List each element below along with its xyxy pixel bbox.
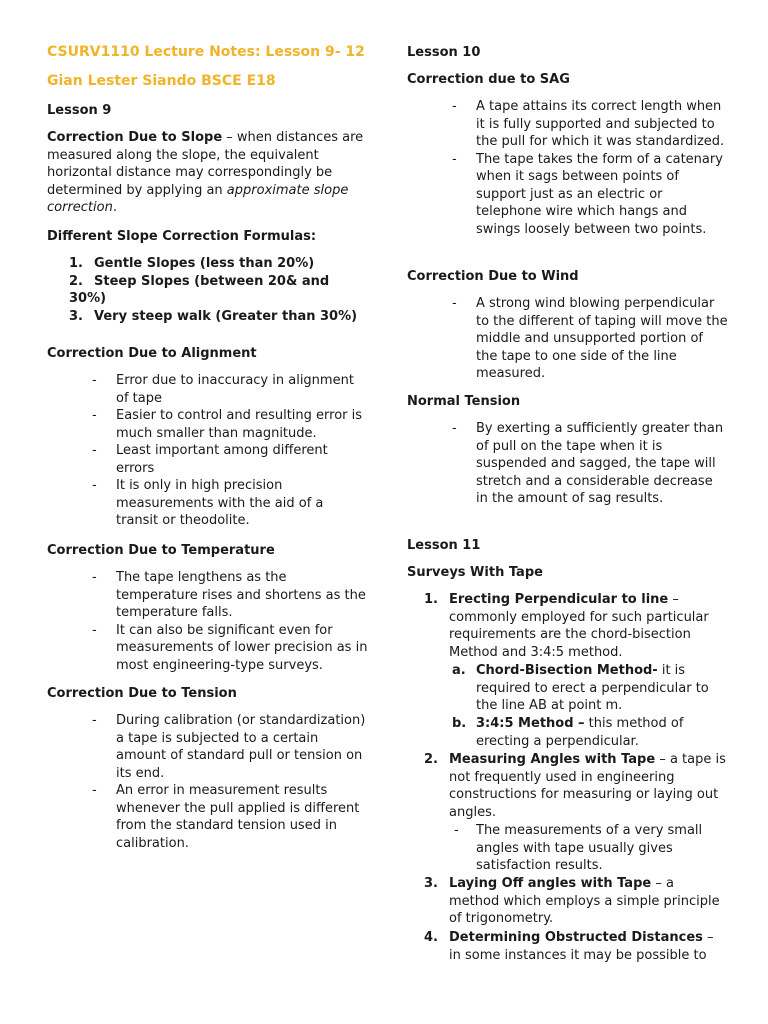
list-number: 1. xyxy=(424,592,438,607)
survey-item-1a xyxy=(452,662,728,715)
item-2-term: Measuring Angles with Tape xyxy=(449,752,656,767)
list-letter: a. xyxy=(452,663,466,678)
list-item xyxy=(92,477,364,530)
item-2-text: – a tape is not frequently used in engineering constructions for measuring or laying out angles. xyxy=(449,752,726,820)
dash-bullet: - xyxy=(92,373,97,388)
list-text: A strong wind blowing perpendicular to the different of taping will move the middle and unsupported portion of the tape to one side of the line measured. xyxy=(476,296,728,381)
list-item xyxy=(69,308,369,326)
survey-item-2 xyxy=(424,751,727,821)
list-text: The tape takes the form of a catenary when it sags between points of support just as an electric or telephone wire which hangs and swings loosely between two points. xyxy=(476,151,723,237)
tension-list xyxy=(92,712,368,852)
item-1a-term: Chord-Bisection Method- xyxy=(476,663,658,678)
item-3-text: – a method which employs a simple principle of trigonometry. xyxy=(449,876,720,926)
lesson-10-heading: Lesson 10 xyxy=(407,45,481,60)
list-item xyxy=(452,420,728,508)
dash-bullet: - xyxy=(92,478,97,493)
list-text: It is only in high precision measurements with the aid of a transit or theodolite. xyxy=(116,478,324,528)
document-title: CSURV1110 Lecture Notes: Lesson 9- 12 xyxy=(47,44,365,60)
list-number: 1. xyxy=(69,256,83,271)
list-number: 3. xyxy=(424,876,438,891)
slope-text-1: – when distances are measured along the slope, the equivalent horizontal distance may correspondingly be determined by applying an xyxy=(47,130,364,198)
formulas-heading: Different Slope Correction Formulas: xyxy=(47,229,317,244)
survey-item-1b xyxy=(452,715,728,750)
list-number: 4. xyxy=(424,930,438,945)
list-text: It can also be significant even for measurements of lower precision as in most engineering-type surveys. xyxy=(116,622,368,673)
list-text: A tape attains its correct length when it is fully supported and subjected to the pull for which it was standardized. xyxy=(476,99,725,149)
dash-bullet: - xyxy=(452,151,457,167)
list-item xyxy=(452,151,728,239)
dash-bullet: - xyxy=(92,408,97,423)
author-line: Gian Lester Siando BSCE E18 xyxy=(47,73,276,89)
item-1b-term: 3:4:5 Method – xyxy=(476,716,585,731)
item-1-text: – commonly employed for such particular requirements are the chord-bisection Method and 3:4:5 method. xyxy=(449,592,709,660)
dash-bullet: - xyxy=(452,296,457,311)
item-1a-text: it is required to erect a perpendicular to the line AB at point m. xyxy=(476,663,709,713)
lesson-11-heading: Lesson 11 xyxy=(407,538,481,553)
wind-list xyxy=(452,295,728,383)
list-item xyxy=(92,442,364,477)
list-text: An error in measurement results whenever the pull applied is different from the standard tension used in calibration. xyxy=(116,783,360,851)
alignment-list xyxy=(92,372,364,530)
item-4-text: – in some instances it may be possible to xyxy=(449,930,714,963)
temperature-list xyxy=(92,569,368,674)
sag-heading: Correction due to SAG xyxy=(407,72,570,87)
list-number: 2. xyxy=(69,273,83,289)
item-1-term: Erecting Perpendicular to line xyxy=(449,592,669,607)
list-text: Very steep walk (Greater than 30%) xyxy=(94,308,358,324)
list-text: Steep Slopes (between 20& and 30%) xyxy=(69,273,330,306)
dash-bullet: - xyxy=(454,823,459,838)
survey-item-3 xyxy=(424,875,727,928)
slope-text-2: . xyxy=(112,200,117,215)
tension-heading: Correction Due to Tension xyxy=(47,686,237,701)
list-text: The tape lengthens as the temperature rises and shortens as the temperature falls. xyxy=(116,570,366,620)
list-text: Least important among different errors xyxy=(116,443,328,476)
slope-paragraph xyxy=(47,129,365,217)
list-text: During calibration (or standardization) a tape is subjected to a certain amount of standard pull or tension on its end. xyxy=(116,713,366,781)
sag-list xyxy=(452,98,728,238)
list-number: 3. xyxy=(69,308,83,324)
survey-item-4 xyxy=(424,929,727,964)
list-item xyxy=(92,372,364,407)
dash-bullet: - xyxy=(452,99,457,114)
list-item xyxy=(92,569,368,622)
list-text: Error due to inaccuracy in alignment of tape xyxy=(116,373,354,406)
item-1b-text: this method of erecting a perpendicular. xyxy=(476,716,684,749)
list-number: 2. xyxy=(424,752,438,767)
list-item xyxy=(92,712,368,782)
slope-term: Correction Due to Slope xyxy=(47,130,223,145)
item-3-term: Laying Off angles with Tape xyxy=(449,876,652,891)
normal-tension-list xyxy=(452,420,728,508)
slope-italic: approximate slope correction xyxy=(47,182,349,215)
dash-bullet: - xyxy=(92,570,97,585)
list-text: Easier to control and resulting error is much smaller than magnitude. xyxy=(116,408,363,441)
dash-bullet: - xyxy=(92,713,97,728)
survey-item-2-sub xyxy=(454,822,728,875)
lesson-9-heading: Lesson 9 xyxy=(47,103,112,118)
survey-item-1 xyxy=(424,591,727,661)
normal-tension-heading: Normal Tension xyxy=(407,394,521,409)
list-item xyxy=(452,295,728,383)
alignment-heading: Correction Due to Alignment xyxy=(47,346,257,361)
dash-bullet: - xyxy=(92,443,97,458)
temperature-heading: Correction Due to Temperature xyxy=(47,543,275,558)
list-item xyxy=(69,255,369,273)
list-item xyxy=(92,622,368,675)
item-4-term: Determining Obstructed Distances xyxy=(449,930,703,945)
list-letter: b. xyxy=(452,716,467,731)
formulas-list xyxy=(69,255,369,325)
list-item xyxy=(92,407,364,442)
surveys-heading: Surveys With Tape xyxy=(407,565,543,580)
wind-heading: Correction Due to Wind xyxy=(407,269,579,284)
list-item xyxy=(92,782,368,852)
list-item xyxy=(69,273,369,308)
list-text: Gentle Slopes (less than 20%) xyxy=(94,256,315,271)
dash-bullet: - xyxy=(92,783,97,798)
list-item xyxy=(452,98,728,151)
dash-bullet: - xyxy=(92,622,97,638)
list-text: By exerting a sufficiently greater than of pull on the tape when it is suspended and sagged, the tape will stretch and a considerable decrease in the amount of sag results. xyxy=(476,421,724,506)
dash-bullet: - xyxy=(452,421,457,436)
item-2-sub-text: The measurements of a very small angles with tape usually gives satisfaction results. xyxy=(476,823,703,873)
